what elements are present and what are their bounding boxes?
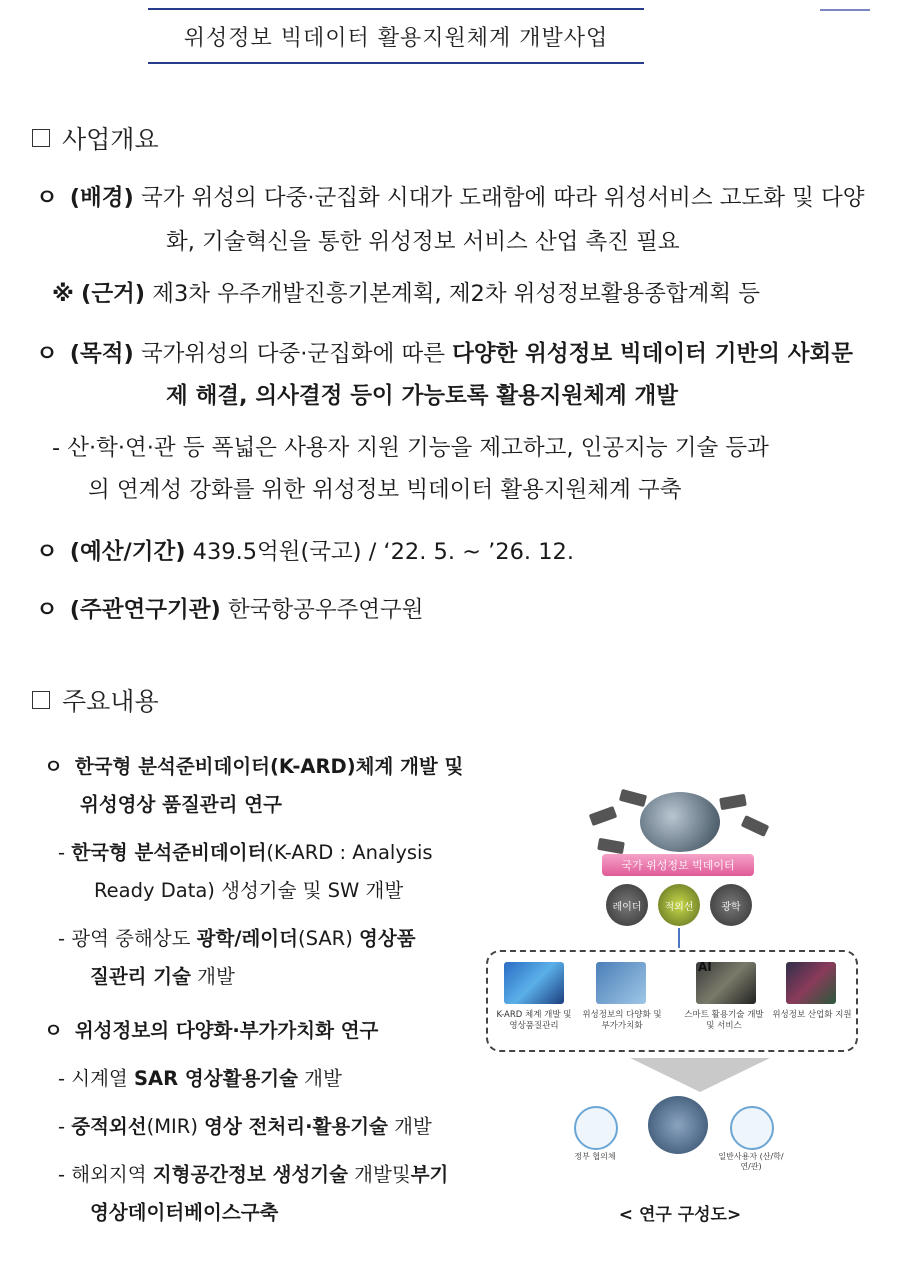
- purpose-detail-line1: - 산·학·연·관 등 폭넓은 사용자 지원 기능을 제고하고, 인공지능 기술 등과: [52, 435, 769, 461]
- item1-sub2-line1: - 광역 중해상도 광학/레이더(SAR) 영상품: [58, 927, 416, 950]
- purpose-line2: 제 해결, 의사결정 등이 가능토록 활용지원체계 개발: [166, 383, 678, 409]
- section-heading-contents: 주요내용: [32, 682, 159, 718]
- item1-sub1-line1: - 한국형 분석준비데이터(K-ARD : Analysis: [58, 841, 433, 864]
- sensor-infrared: 적외선: [658, 884, 700, 926]
- checkbox-square-icon: [32, 129, 50, 147]
- item1-title-line2: 위성영상 품질관리 연구: [80, 793, 282, 816]
- background-line2: 화, 기술혁신을 통한 위성정보 서비스 산업 촉진 필요: [166, 229, 680, 255]
- right-user-caption: 일반사용자 (산/학/연/관): [718, 1152, 784, 1171]
- bigdata-label-bar: 국가 위성정보 빅데이터: [602, 854, 754, 876]
- agency-line: ㅇ (주관연구기관) 한국항공우주연구원: [36, 597, 424, 623]
- header-accent-line: [820, 9, 870, 11]
- item1-title-line1: ㅇ 한국형 분석준비데이터(K-ARD)체계 개발 및: [44, 755, 464, 778]
- module-caption: 스마트 활용기술 개발 및 서비스: [684, 1010, 764, 1031]
- page-title: 위성정보 빅데이터 활용지원체계 개발사업: [148, 8, 644, 64]
- kard-module-image: [504, 962, 564, 1004]
- sensor-radar: 레이더: [606, 884, 648, 926]
- budget-line: ㅇ (예산/기간) 439.5억원(국고) / ‘22. 5. ~ ’26. 12.: [36, 539, 575, 565]
- checkbox-square-icon: [32, 691, 50, 709]
- module-caption: 위성정보의 다양화 및 부가가치화: [582, 1010, 662, 1031]
- satellite-icon: [619, 789, 647, 807]
- government-icon: [574, 1106, 618, 1150]
- module-caption: K-ARD 체계 개발 및 영상품질관리: [496, 1010, 572, 1031]
- basis-line: ※ (근거) 제3차 우주개발진흥기본계획, 제2차 위성정보활용종합계획 등: [52, 281, 760, 307]
- industry-module-image: [786, 962, 836, 1004]
- smart-module-image: AI: [696, 962, 756, 1004]
- users-icon: [730, 1106, 774, 1150]
- item2-sub2: - 중적외선(MIR) 영상 전처리·활용기술 개발: [58, 1115, 432, 1138]
- satellite-icon: [719, 794, 747, 810]
- item2-sub3-line2: 영상데이터베이스구축: [90, 1201, 279, 1224]
- item1-sub1-line2: Ready Data) 생성기술 및 SW 개발: [94, 879, 404, 902]
- diversification-module-image: [596, 962, 646, 1004]
- left-user-caption: 정부 협의체: [574, 1152, 616, 1161]
- section-heading-overview: 사업개요: [32, 120, 159, 156]
- arrow-down-icon: [678, 928, 680, 948]
- earth-globe-icon: [640, 792, 720, 852]
- satellite-icon: [597, 838, 625, 854]
- funnel-arrow-icon: [630, 1058, 770, 1092]
- item1-sub2-line2: 질관리 기술 개발: [90, 965, 235, 988]
- purpose-line1: ㅇ (목적) 국가위성의 다중·군집화에 따른 다양한 위성정보 빅데이터 기반의 사회문: [36, 341, 853, 367]
- platform-globe-icon: [648, 1096, 708, 1154]
- satellite-icon: [741, 815, 770, 837]
- item2-sub3-line1: - 해외지역 지형공간정보 생성기술 개발및부기: [58, 1163, 449, 1186]
- module-caption: 위성정보 산업화 지원: [772, 1010, 852, 1020]
- research-structure-diagram: [480, 770, 870, 1230]
- item2-title: ㅇ 위성정보의 다양화·부가가치화 연구: [44, 1019, 379, 1042]
- item2-sub1: - 시계열 SAR 영상활용기술 개발: [58, 1067, 342, 1090]
- satellite-icon: [589, 806, 618, 826]
- background-line1: ㅇ (배경) 국가 위성의 다중·군집화 시대가 도래함에 따라 위성서비스 고도화 및 다양: [36, 185, 865, 211]
- sensor-optical: 광학: [710, 884, 752, 926]
- purpose-detail-line2: 의 연계성 강화를 위한 위성정보 빅데이터 활용지원체계 구축: [88, 477, 682, 503]
- module-dashed-box: [486, 950, 858, 1052]
- diagram-caption: < 연구 구성도>: [618, 1205, 742, 1225]
